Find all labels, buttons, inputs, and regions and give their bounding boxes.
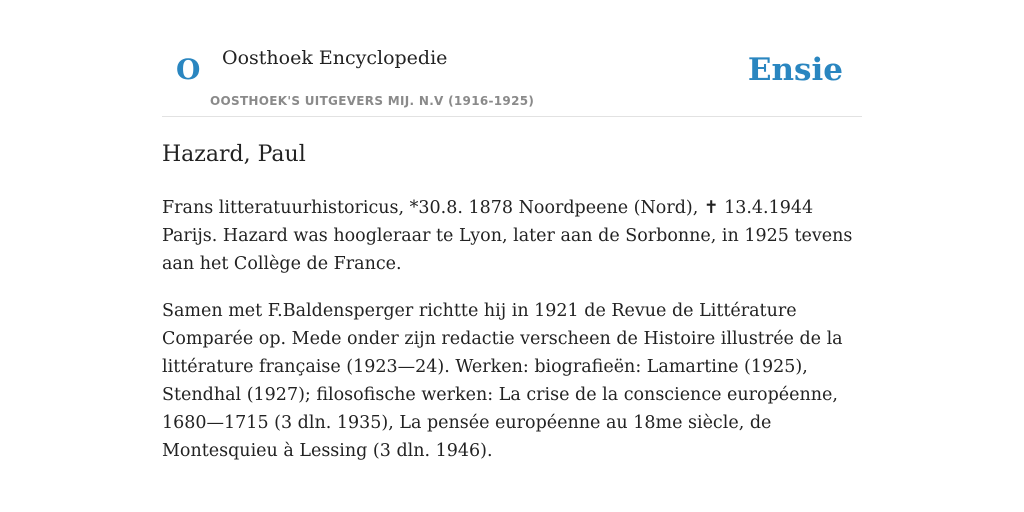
article-title: Hazard, Paul [162, 142, 306, 167]
site-subtitle: OOSTHOEK'S UITGEVERS MIJ. N.V (1916-1925) [210, 94, 535, 108]
article-paragraph-2: Samen met F.Baldensperger richtte hij in 1921 de Revue de Littérature Comparée op. Mede onder zijn redactie verscheen de Histoire illustrée de la littérature française (1923—24). Werken: biografieën: Lamartine (1925), Stendhal (1927); filosofische werken: La crise de la conscience européenne, 1680—1715 (3 dln. 1935), La pensée européenne au 18me siècle, de Montesquieu à Lessing (3 dln. 1946). [162, 301, 843, 461]
ensie-logo-link[interactable]: Ensie [747, 52, 843, 88]
article [162, 138, 862, 484]
article-paragraph-1: Frans litteratuurhistoricus, *30.8. 1878 Noordpeene (Nord), ✝ 13.4.1944 Parijs. Hazard was hoogleraar te Lyon, later aan de Sorbonne, in 1925 tevens aan het Collège de France. [162, 198, 853, 274]
site-title[interactable]: Oosthoek Encyclopedie [222, 47, 448, 69]
oosthoek-logo[interactable]: O [176, 53, 201, 86]
site-header [162, 0, 862, 117]
